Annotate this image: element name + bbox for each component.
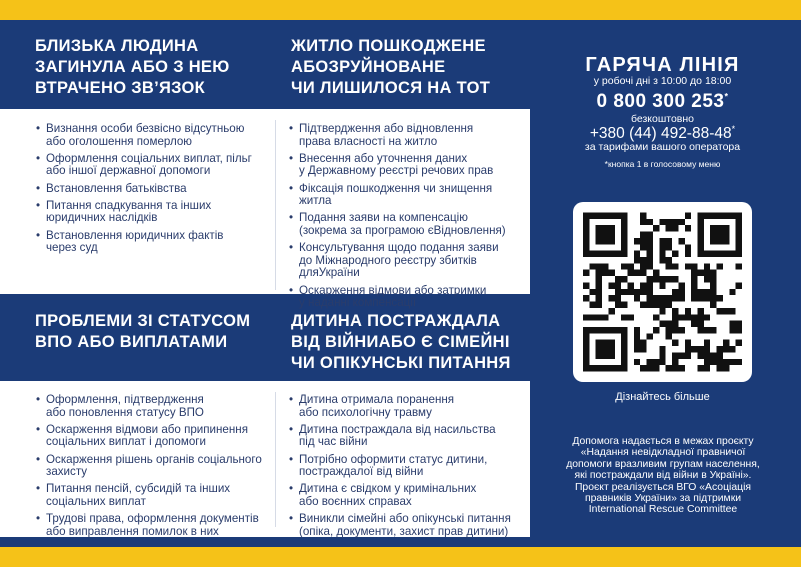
qr-caption: Дізнайтесь більше (615, 391, 710, 403)
list-item: • Консультування щодо подання заяви до Міжнародного реєстру збитків дляУкраїни (289, 242, 506, 280)
list-item: • Трудові права, оформлення документів або виправлення помилок в них (36, 513, 262, 538)
list-item: • Оформлення, підтвердження або поновлення статусу ВПО (36, 394, 262, 419)
list-item: • Внесення або уточнення даних у Державному реєстрі речових прав (289, 153, 506, 178)
hotline-free-note: безкоштовно (630, 113, 695, 125)
panel-divider (275, 120, 276, 290)
list-item: • Встановлення батьківства (36, 183, 252, 196)
list-item: • Питання пенсій, субсидій та інших соціальних виплат (36, 483, 262, 508)
qr-code-icon (583, 212, 742, 372)
list-lost-contact (36, 123, 252, 259)
list-item: • Подання заяви на компенсацію (зокрема за програмою єВідновлення) (289, 212, 506, 237)
hotline-hours: у робочі дні з 10:00 до 18:00 (593, 75, 732, 87)
list-item: • Фіксація пошкодження чи знищення житла (289, 183, 506, 208)
qr-code[interactable] (573, 202, 752, 382)
section-title-lost-contact: БЛИЗЬКА ЛЮДИНА ЗАГИНУЛА АБО З НЕЮ ВТРАЧЕНО ЗВ’ЯЗОК (35, 37, 230, 97)
list-item: • Оскарження відмови або затримки у наданні компенсації (289, 285, 506, 310)
alt-phone-note: за тарифами вашого оператора (584, 141, 741, 153)
bottom-yellow-stripe (0, 547, 801, 567)
list-item: • Підтвердження або відновлення права власності на житло (289, 123, 506, 148)
alt-phone-number[interactable]: +380 (44) 492-88-48* (589, 124, 736, 143)
list-child (289, 394, 511, 543)
list-item: • Дитина є свідком у кримінальних або воєнних справах (289, 483, 511, 508)
list-housing (289, 123, 506, 314)
list-item: • Дитина отримала поранення або психологічну травму (289, 394, 511, 419)
top-yellow-stripe (0, 0, 801, 20)
list-item: • Виникли сімейні або опікунські питання (опіка, документи, захист прав дитини) (289, 513, 511, 538)
list-item: • Визнання особи безвісно відсутньою або оголошення померлою (36, 123, 252, 148)
hotline-title: ГАРЯЧА ЛІНІЯ (585, 54, 740, 76)
list-item: • Потрібно оформити статус дитини, постраждалої від війни (289, 454, 511, 479)
list-item: • Дитина постраждала від насильства під час війни (289, 424, 511, 449)
section-title-housing: ЖИТЛО ПОШКОДЖЕНЕ АБОЗРУЙНОВАНЕ ЧИ ЛИШИЛОСЯ НА ТОТ (291, 37, 491, 97)
list-item: • Оформлення соціальних виплат, пільг або іншої державної допомоги (36, 153, 252, 178)
project-note: Допомога надається в межах проєкту «Надання невідкладної правничої допомоги вразливим групам населення, які постраждали від війни в Україні». Проєкт реалізується ВГО «Асоціація правників України» за підтримки International Rescue Committee (566, 436, 760, 516)
list-idp-status (36, 394, 262, 543)
list-item: • Оскарження рішень органів соціального захисту (36, 454, 262, 479)
panel-divider (275, 392, 276, 527)
hotline-number[interactable]: 0 800 300 253* (596, 91, 729, 112)
voice-menu-note: *кнопка 1 в голосовому меню (604, 159, 721, 169)
list-item: • Оскарження відмови або припинення соціальних виплат і допомоги (36, 424, 262, 449)
section-title-child: ДИТИНА ПОСТРАЖДАЛА ВІД ВІЙНИАБО Є СІМЕЙНІ ЧИ ОПІКУНСЬКІ ПИТАННЯ (291, 312, 511, 372)
list-item: • Питання спадкування та інших юридичних наслідків (36, 200, 252, 225)
section-title-idp-status: ПРОБЛЕМИ ЗІ СТАТУСОМ ВПО АБО ВИПЛАТАМИ (35, 312, 251, 351)
list-item: • Встановлення юридичних фактів через суд (36, 230, 252, 255)
